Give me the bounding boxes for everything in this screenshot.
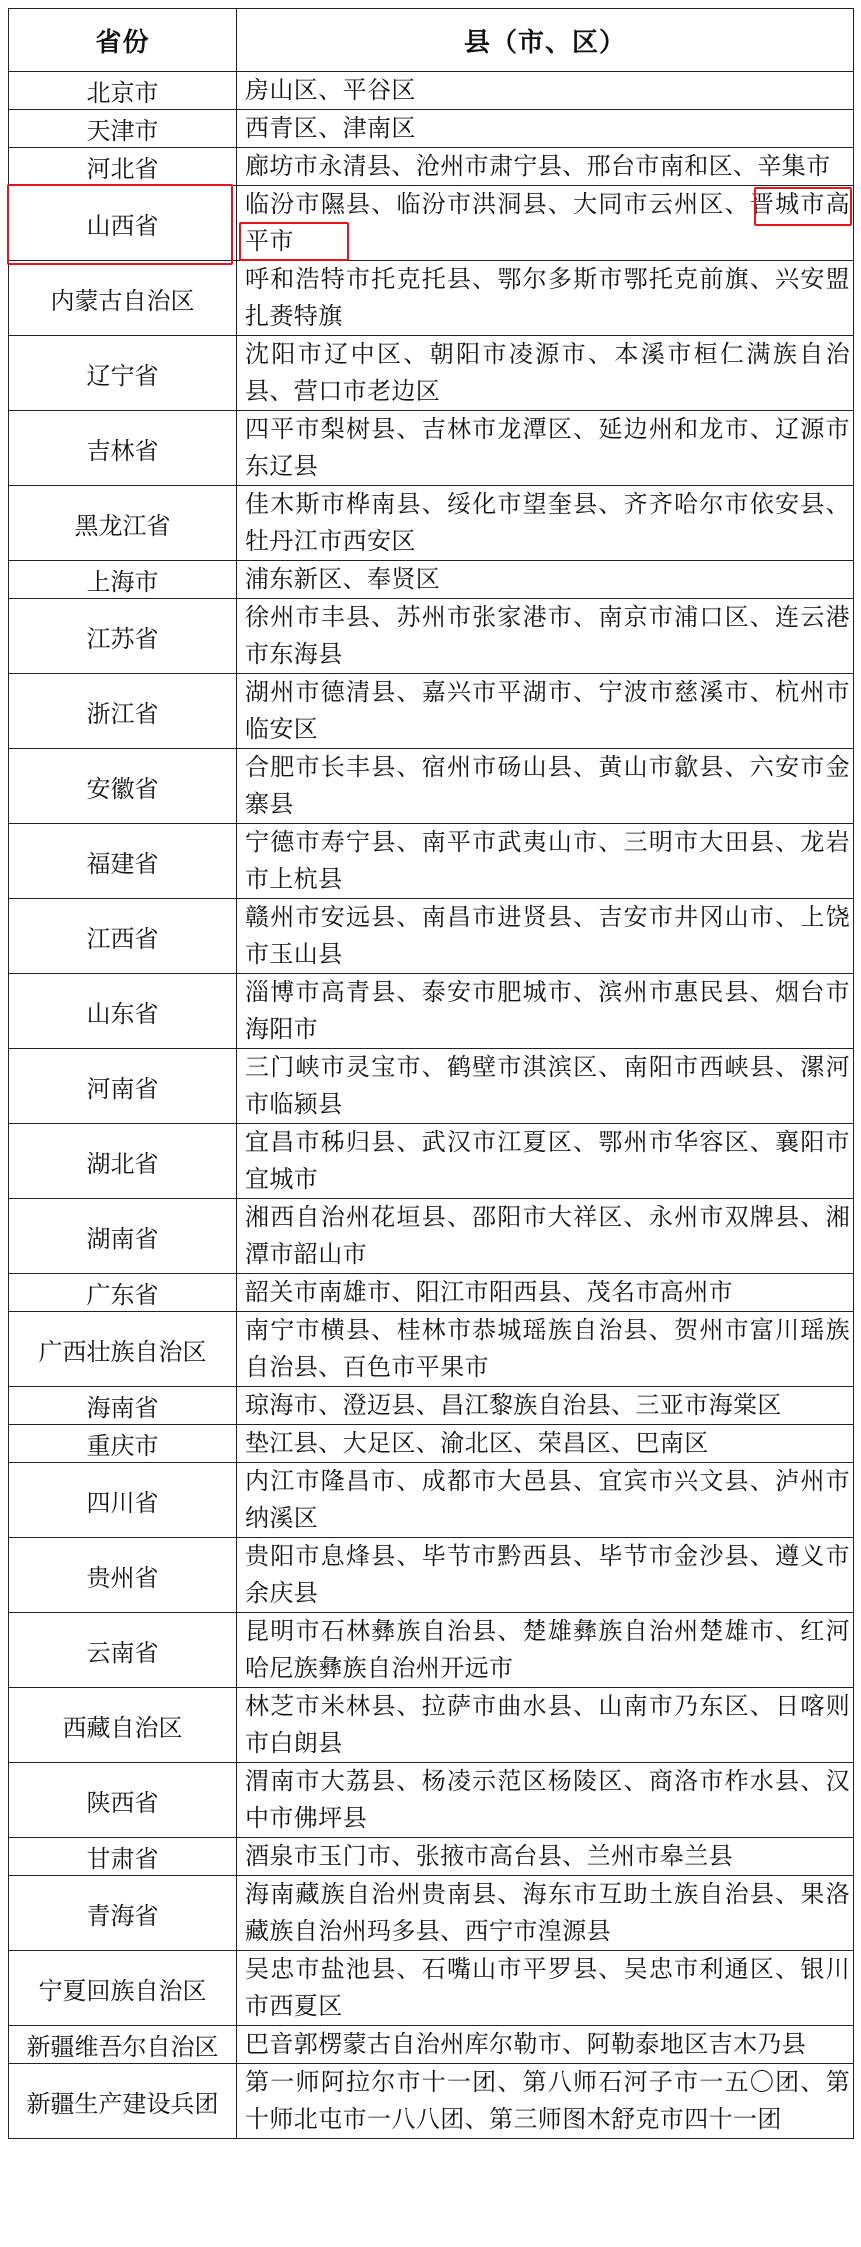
table-row bbox=[9, 2064, 854, 2139]
county-cell: 贵阳市息烽县、毕节市黔西县、毕节市金沙县、遵义市余庆县 bbox=[237, 1538, 854, 1613]
county-cell: 渭南市大荔县、杨凌示范区杨陵区、商洛市柞水县、汉中市佛坪县 bbox=[237, 1763, 854, 1838]
county-cell: 吴忠市盐池县、石嘴山市平罗县、吴忠市利通区、银川市西夏区 bbox=[237, 1951, 854, 2026]
table-row bbox=[9, 72, 854, 110]
county-cell: 湖州市德清县、嘉兴市平湖市、宁波市慈溪市、杭州市临安区 bbox=[237, 674, 854, 749]
table-header-row bbox=[9, 9, 854, 72]
table-row bbox=[9, 1425, 854, 1463]
table-row bbox=[9, 1387, 854, 1425]
province-cell: 河南省 bbox=[9, 1049, 237, 1124]
county-cell: 房山区、平谷区 bbox=[237, 72, 854, 110]
county-cell: 佳木斯市桦南县、绥化市望奎县、齐齐哈尔市依安县、牡丹江市西安区 bbox=[237, 486, 854, 561]
province-cell: 辽宁省 bbox=[9, 336, 237, 411]
table-body bbox=[9, 72, 854, 2139]
county-table bbox=[8, 8, 854, 2139]
province-cell: 江苏省 bbox=[9, 599, 237, 674]
table-row bbox=[9, 1951, 854, 2026]
county-cell: 四平市梨树县、吉林市龙潭区、延边州和龙市、辽源市东辽县 bbox=[237, 411, 854, 486]
county-cell: 赣州市安远县、南昌市进贤县、吉安市井冈山市、上饶市玉山县 bbox=[237, 899, 854, 974]
county-cell: 琼海市、澄迈县、昌江黎族自治县、三亚市海棠区 bbox=[237, 1387, 854, 1425]
county-cell: 垫江县、大足区、渝北区、荣昌区、巴南区 bbox=[237, 1425, 854, 1463]
province-cell: 天津市 bbox=[9, 110, 237, 148]
county-cell: 浦东新区、奉贤区 bbox=[237, 561, 854, 599]
table-row bbox=[9, 599, 854, 674]
province-cell: 新疆生产建设兵团 bbox=[9, 2064, 237, 2139]
table-row bbox=[9, 1538, 854, 1613]
province-cell: 四川省 bbox=[9, 1463, 237, 1538]
county-cell: 三门峡市灵宝市、鹤壁市淇滨区、南阳市西峡县、漯河市临颍县 bbox=[237, 1049, 854, 1124]
province-cell: 吉林省 bbox=[9, 411, 237, 486]
table-row bbox=[9, 1312, 854, 1387]
table-row bbox=[9, 1613, 854, 1688]
table-row bbox=[9, 2026, 854, 2064]
county-cell: 韶关市南雄市、阳江市阳西县、茂名市高州市 bbox=[237, 1274, 854, 1312]
county-cell: 徐州市丰县、苏州市张家港市、南京市浦口区、连云港市东海县 bbox=[237, 599, 854, 674]
county-cell: 合肥市长丰县、宿州市砀山县、黄山市歙县、六安市金寨县 bbox=[237, 749, 854, 824]
table-row bbox=[9, 1049, 854, 1124]
province-cell: 湖南省 bbox=[9, 1199, 237, 1274]
county-cell: 酒泉市玉门市、张掖市高台县、兰州市皋兰县 bbox=[237, 1838, 854, 1876]
table-row bbox=[9, 561, 854, 599]
province-cell: 新疆维吾尔自治区 bbox=[9, 2026, 237, 2064]
table-row bbox=[9, 1274, 854, 1312]
province-cell: 内蒙古自治区 bbox=[9, 261, 237, 336]
province-cell: 宁夏回族自治区 bbox=[9, 1951, 237, 2026]
table-row bbox=[9, 1463, 854, 1538]
county-cell: 第一师阿拉尔市十一团、第八师石河子市一五〇团、第十师北屯市一八八团、第三师图木舒克市四十一团 bbox=[237, 2064, 854, 2139]
province-cell: 海南省 bbox=[9, 1387, 237, 1425]
county-cell: 西青区、津南区 bbox=[237, 110, 854, 148]
county-cell: 宁德市寿宁县、南平市武夷山市、三明市大田县、龙岩市上杭县 bbox=[237, 824, 854, 899]
table-row bbox=[9, 899, 854, 974]
county-cell: 南宁市横县、桂林市恭城瑶族自治县、贺州市富川瑶族自治县、百色市平果市 bbox=[237, 1312, 854, 1387]
table-row bbox=[9, 1688, 854, 1763]
table-row bbox=[9, 1124, 854, 1199]
province-cell: 山东省 bbox=[9, 974, 237, 1049]
county-cell: 沈阳市辽中区、朝阳市凌源市、本溪市桓仁满族自治县、营口市老边区 bbox=[237, 336, 854, 411]
province-cell: 北京市 bbox=[9, 72, 237, 110]
table-row bbox=[9, 1199, 854, 1274]
table-row bbox=[9, 110, 854, 148]
province-cell: 西藏自治区 bbox=[9, 1688, 237, 1763]
province-cell: 广东省 bbox=[9, 1274, 237, 1312]
province-cell: 青海省 bbox=[9, 1876, 237, 1951]
table-row bbox=[9, 148, 854, 186]
province-cell: 上海市 bbox=[9, 561, 237, 599]
province-cell: 浙江省 bbox=[9, 674, 237, 749]
county-cell: 廊坊市永清县、沧州市肃宁县、邢台市南和区、辛集市 bbox=[237, 148, 854, 186]
table-row bbox=[9, 1763, 854, 1838]
county-cell: 临汾市隰县、临汾市洪洞县、大同市云州区、晋城市高平市 bbox=[237, 186, 854, 261]
province-cell: 湖北省 bbox=[9, 1124, 237, 1199]
county-cell: 内江市隆昌市、成都市大邑县、宜宾市兴文县、泸州市纳溪区 bbox=[237, 1463, 854, 1538]
province-cell: 广西壮族自治区 bbox=[9, 1312, 237, 1387]
county-cell: 巴音郭楞蒙古自治州库尔勒市、阿勒泰地区吉木乃县 bbox=[237, 2026, 854, 2064]
province-cell: 山西省 bbox=[9, 186, 237, 261]
table-row bbox=[9, 674, 854, 749]
table-row bbox=[9, 749, 854, 824]
province-cell: 河北省 bbox=[9, 148, 237, 186]
header-county: 县（市、区） bbox=[237, 9, 854, 72]
county-cell: 湘西自治州花垣县、邵阳市大祥区、永州市双牌县、湘潭市韶山市 bbox=[237, 1199, 854, 1274]
table-row bbox=[9, 486, 854, 561]
county-cell: 海南藏族自治州贵南县、海东市互助土族自治县、果洛藏族自治州玛多县、西宁市湟源县 bbox=[237, 1876, 854, 1951]
province-cell: 福建省 bbox=[9, 824, 237, 899]
province-cell: 黑龙江省 bbox=[9, 486, 237, 561]
table-row bbox=[9, 1876, 854, 1951]
county-cell: 淄博市高青县、泰安市肥城市、滨州市惠民县、烟台市海阳市 bbox=[237, 974, 854, 1049]
header-province: 省份 bbox=[9, 9, 237, 72]
table-row bbox=[9, 261, 854, 336]
table-row bbox=[9, 336, 854, 411]
table-row bbox=[9, 411, 854, 486]
province-cell: 重庆市 bbox=[9, 1425, 237, 1463]
county-cell: 林芝市米林县、拉萨市曲水县、山南市乃东区、日喀则市白朗县 bbox=[237, 1688, 854, 1763]
county-cell: 呼和浩特市托克托县、鄂尔多斯市鄂托克前旗、兴安盟扎赉特旗 bbox=[237, 261, 854, 336]
table-row bbox=[9, 1838, 854, 1876]
table-row bbox=[9, 186, 854, 261]
province-cell: 贵州省 bbox=[9, 1538, 237, 1613]
county-cell: 宜昌市秭归县、武汉市江夏区、鄂州市华容区、襄阳市宜城市 bbox=[237, 1124, 854, 1199]
province-cell: 安徽省 bbox=[9, 749, 237, 824]
province-cell: 江西省 bbox=[9, 899, 237, 974]
table-row bbox=[9, 974, 854, 1049]
province-cell: 甘肃省 bbox=[9, 1838, 237, 1876]
table-row bbox=[9, 824, 854, 899]
province-cell: 云南省 bbox=[9, 1613, 237, 1688]
province-cell: 陕西省 bbox=[9, 1763, 237, 1838]
county-cell: 昆明市石林彝族自治县、楚雄彝族自治州楚雄市、红河哈尼族彝族自治州开远市 bbox=[237, 1613, 854, 1688]
